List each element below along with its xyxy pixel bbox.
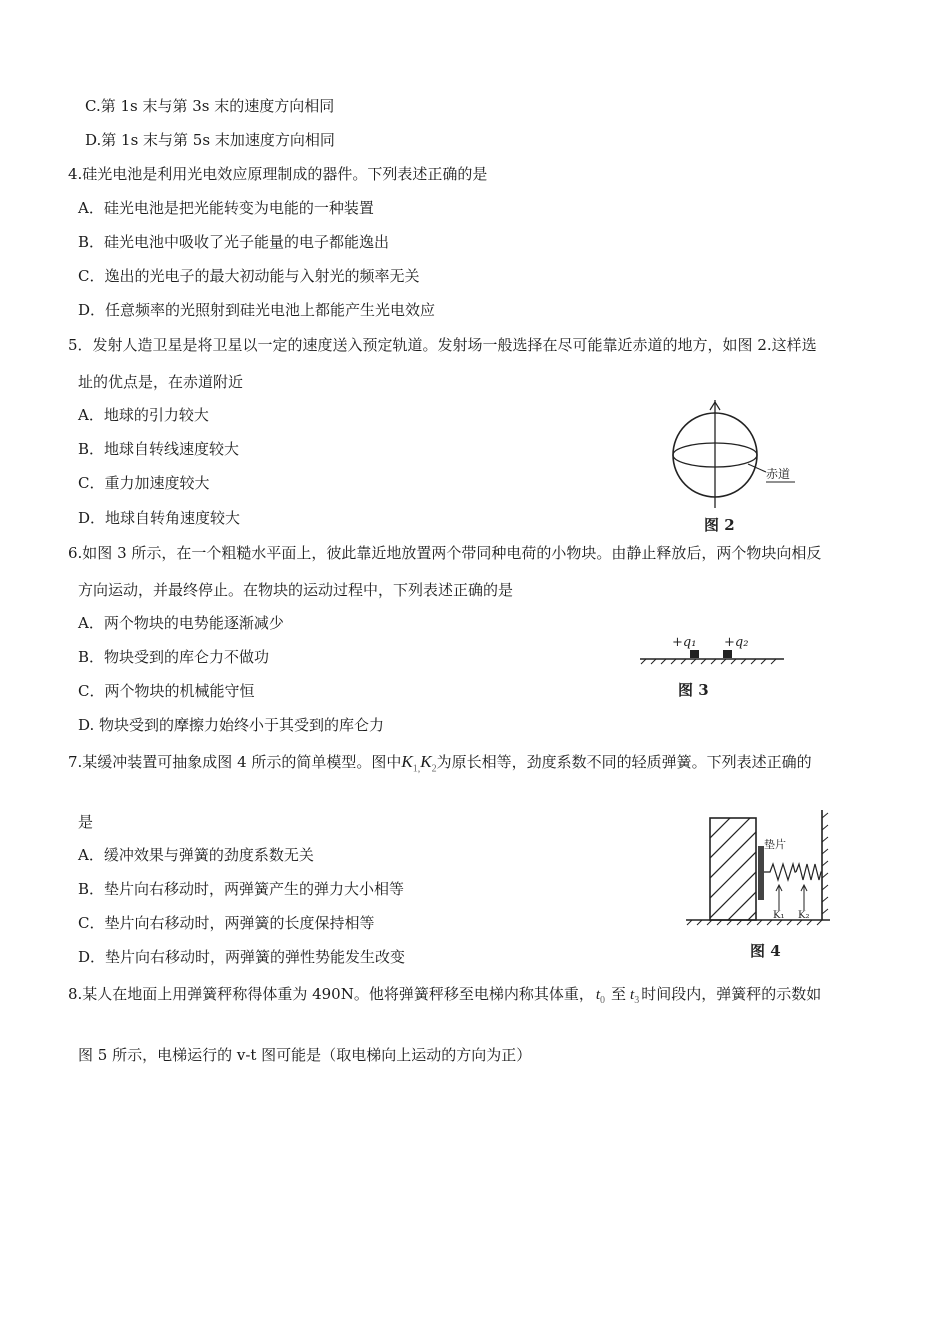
q7-stem-line2: 是 bbox=[78, 813, 94, 831]
q8-stem-line1 bbox=[68, 984, 821, 1011]
block-q1 bbox=[690, 650, 699, 658]
q1-label: +q₁ bbox=[672, 635, 697, 650]
figure-3-caption: 图 3 bbox=[678, 681, 709, 699]
t3-symbol: $t_3$ bbox=[630, 987, 640, 1006]
t0-symbol: $t_0$ bbox=[595, 987, 606, 1006]
q6-option-b: B．物块受到的库仑力不做功 bbox=[78, 648, 270, 666]
q7-stem-post: 为原长相等，劲度系数不同的轻质弹簧。下列表述正确的 bbox=[436, 753, 812, 771]
q5-stem-line1: 5．发射人造卫星是将卫星以一定的速度送入预定轨道。发射场一般选择在尽可能靠近赤道的地方，如图 2.这样选 bbox=[68, 336, 817, 354]
figure-4-caption: 图 4 bbox=[750, 942, 781, 960]
k1-symbol: $K_{1,}K_2$ bbox=[401, 752, 437, 775]
hatched-block bbox=[710, 818, 756, 920]
q6-option-d: D. 物块受到的摩擦力始终小于其受到的库仑力 bbox=[78, 716, 385, 734]
q4-option-c: C．逸出的光电子的最大初动能与入射光的频率无关 bbox=[78, 267, 420, 285]
q2-label: +q₂ bbox=[724, 635, 749, 650]
q6-option-a: A．两个物块的电势能逐渐减少 bbox=[78, 614, 284, 632]
q4-option-b: B．硅光电池中吸收了光子能量的电子都能逸出 bbox=[78, 233, 390, 251]
q7-option-b: B．垫片向右移动时，两弹簧产生的弹力大小相等 bbox=[78, 880, 405, 898]
q5-stem-line2: 址的优点是，在赤道附近 bbox=[78, 373, 244, 391]
q6-stem-line1: 6.如图 3 所示，在一个粗糙水平面上，彼此靠近地放置两个带同种电荷的小物块。由静止释放后，两个物块向相反 bbox=[68, 544, 822, 562]
q8-mid: 至 bbox=[611, 985, 627, 1003]
k1-label: K₁ bbox=[773, 910, 785, 921]
q5-option-a: A．地球的引力较大 bbox=[78, 406, 209, 424]
q4-option-a: A．硅光电池是把光能转变为电能的一种装置 bbox=[78, 199, 374, 217]
q5-option-c: C．重力加速度较大 bbox=[78, 474, 210, 492]
q5-option-d: D．地球自转角速度较大 bbox=[78, 509, 241, 527]
q6-stem-line2: 方向运动，并最终停止。在物块的运动过程中，下列表述正确的是 bbox=[78, 581, 514, 599]
q6-option-c: C．两个物块的机械能守恒 bbox=[78, 682, 255, 700]
q3-option-d: D.第 1s 末与第 5s 末加速度方向相同 bbox=[85, 131, 335, 149]
k2-label: K₂ bbox=[798, 910, 810, 921]
spring-k2 bbox=[796, 864, 822, 880]
q7-stem-pre: 7.某缓冲装置可抽象成图 4 所示的简单模型。图中 bbox=[68, 753, 402, 771]
q3-option-c: C.第 1s 末与第 3s 末的速度方向相同 bbox=[85, 97, 335, 115]
pad-label: 垫片 bbox=[764, 838, 786, 851]
q8-stem-pre: 8.某人在地面上用弹簧秤称得体重为 490N。他将弹簧秤移至电梯内称其体重， bbox=[68, 985, 594, 1003]
figure-2-globe bbox=[670, 398, 810, 538]
q4-stem: 4.硅光电池是利用光电效应原理制成的器件。下列表述正确的是 bbox=[68, 165, 488, 183]
equator-label: 赤道 bbox=[766, 467, 791, 481]
q7-option-a: A．缓冲效果与弹簧的劲度系数无关 bbox=[78, 846, 314, 864]
q4-option-d: D．任意频率的光照射到硅光电池上都能产生光电效应 bbox=[78, 301, 436, 319]
pad bbox=[758, 846, 764, 900]
block-q2 bbox=[723, 650, 732, 658]
figure-2-caption: 图 2 bbox=[704, 516, 735, 534]
q8-stem-line2: 图 5 所示，电梯运行的 v-t 图可能是（取电梯向上运动的方向为正） bbox=[78, 1046, 532, 1064]
q5-option-b: B．地球自转线速度较大 bbox=[78, 440, 240, 458]
figure-3-charges bbox=[638, 630, 788, 705]
q7-option-d: D．垫片向右移动时，两弹簧的弹性势能发生改变 bbox=[78, 948, 406, 966]
spring-k1 bbox=[764, 864, 796, 880]
q7-option-c: C．垫片向右移动时，两弹簧的长度保持相等 bbox=[78, 914, 375, 932]
figure-4-buffer bbox=[684, 808, 834, 968]
q7-stem-line1 bbox=[68, 752, 812, 779]
q8-stem-post: 时间段内，弹簧秤的示数如 bbox=[641, 985, 822, 1003]
